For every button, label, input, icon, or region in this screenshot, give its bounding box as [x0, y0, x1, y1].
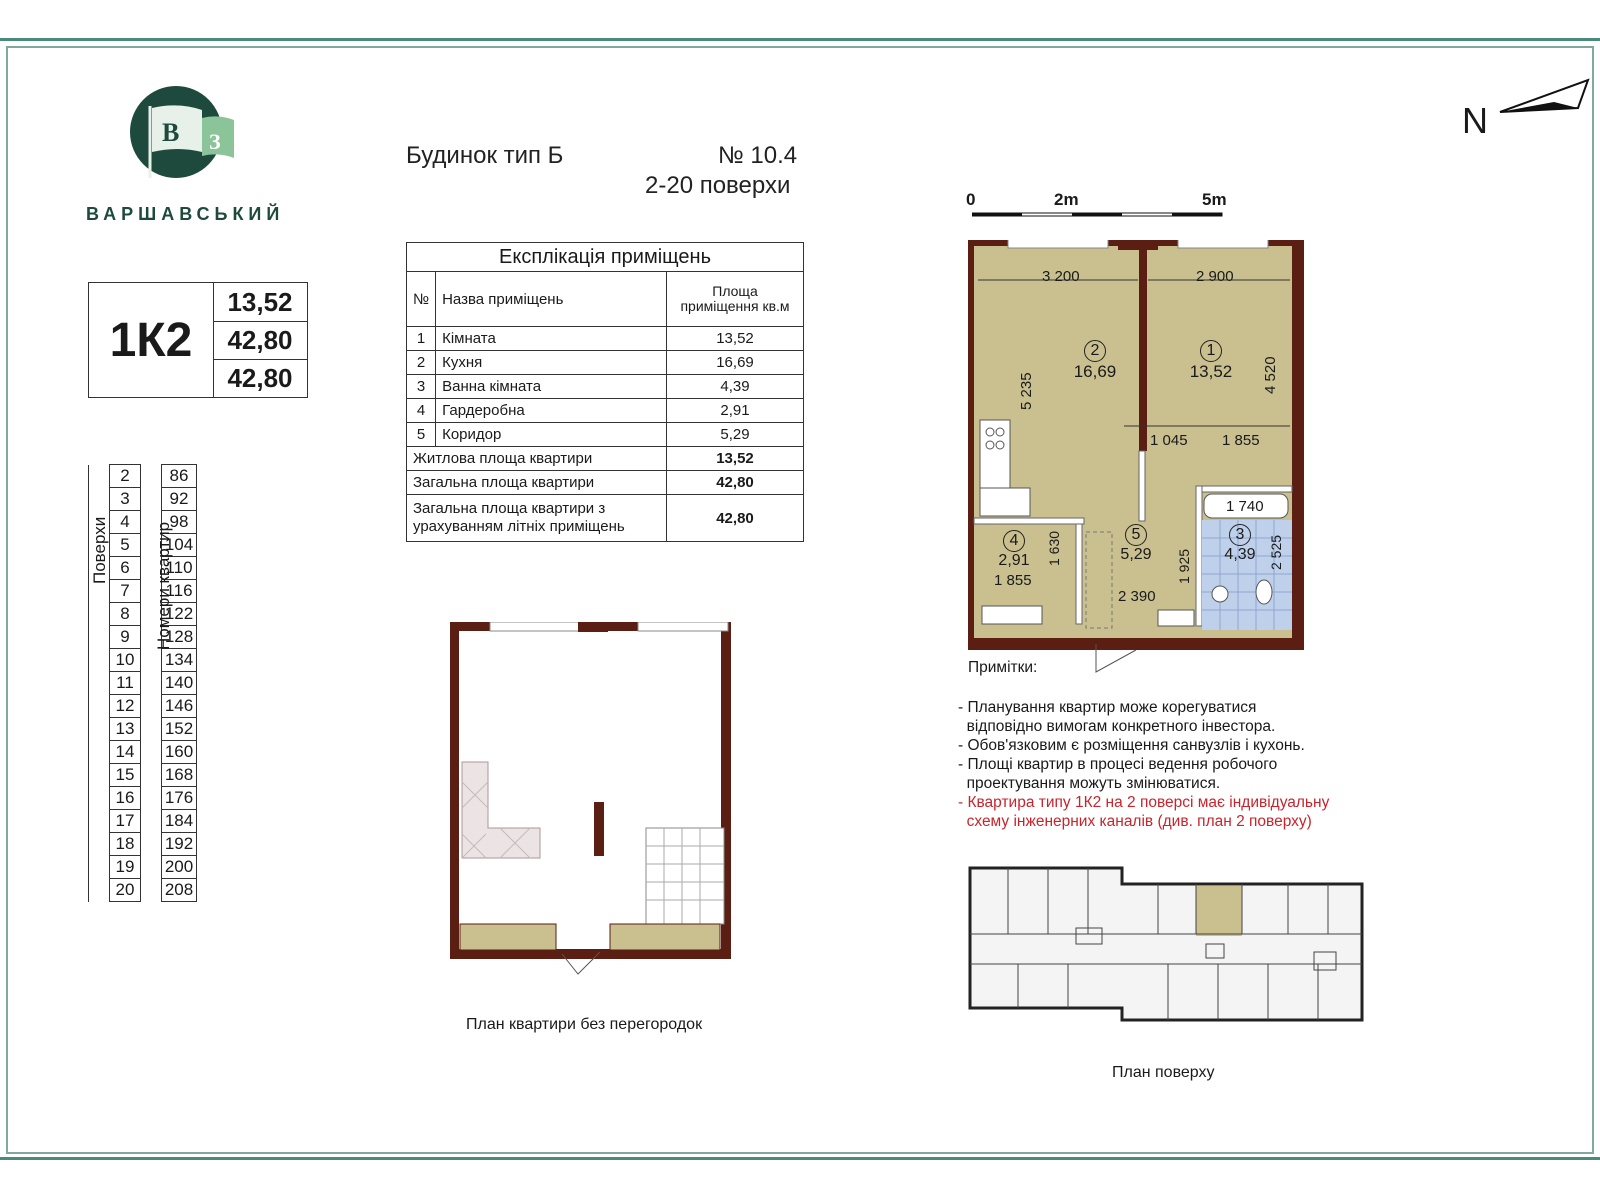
total-summer-area: 42,80	[227, 362, 293, 393]
floors-label: Поверхи	[90, 516, 109, 584]
floor-number: 3	[110, 488, 141, 511]
dim-ward-w: 1 855	[994, 572, 1032, 589]
scale-bar	[972, 210, 1232, 220]
room-row	[407, 327, 804, 351]
apt-number: 122	[162, 603, 197, 626]
dim-d2: 1 855	[1222, 432, 1260, 449]
floor-label-cell	[89, 603, 110, 626]
apt-number: 86	[162, 465, 197, 488]
apt-number: 192	[162, 833, 197, 856]
floor-label-cell	[89, 718, 110, 741]
floor-row	[89, 879, 197, 902]
apt-label-cell	[141, 741, 162, 764]
floor-label-cell	[89, 833, 110, 856]
floor-number: 4	[110, 511, 141, 534]
room-2-label	[1070, 340, 1120, 382]
room-1-area: 13,52	[1189, 362, 1233, 381]
open-plan-caption: План квартири без перегородок	[466, 1016, 703, 1033]
note-line: - Обов'язковим є розміщення санвузлів і кухонь.	[958, 737, 1305, 754]
dim-ward-h: 1 630	[1046, 530, 1062, 566]
room-row	[407, 351, 804, 375]
notes-red-list	[958, 793, 1329, 831]
floor-label-cell	[89, 810, 110, 833]
scale-0: 0	[966, 190, 976, 209]
floor-number: 14	[110, 741, 141, 764]
note-line: схему інженерних каналів (див. план 2 поверху)	[958, 813, 1312, 830]
apt-number: 200	[162, 856, 197, 879]
note-line: - Квартира типу 1К2 на 2 поверсі має індивідуальну	[958, 794, 1330, 811]
room-name: Кімната	[436, 327, 667, 351]
apt-label-cell	[141, 856, 162, 879]
floor-number: 11	[110, 672, 141, 695]
apartment-plan	[968, 240, 1308, 676]
floor-row	[89, 787, 197, 810]
summer-label: Загальна площа квартири з урахуванням літніх приміщень	[407, 495, 667, 542]
floor-label-cell	[89, 465, 110, 488]
room-area: 4,39	[667, 375, 804, 399]
apt-number: 152	[162, 718, 197, 741]
floor-row	[89, 856, 197, 879]
apt-label-cell	[141, 465, 162, 488]
brand-logo	[118, 80, 242, 180]
floor-label-cell	[89, 488, 110, 511]
room-4-num: 4	[1003, 530, 1025, 552]
building-number: № 10.4	[718, 142, 798, 169]
room-2-num: 2	[1084, 340, 1106, 362]
dim-bath-w: 1 740	[1226, 498, 1264, 515]
note-line: - Планування квартир може корегуватися	[958, 699, 1257, 716]
dim-cor-w: 2 390	[1118, 588, 1156, 605]
col-area: Площа приміщення кв.м	[667, 272, 804, 327]
room-name: Ванна кімната	[436, 375, 667, 399]
explication-title: Експлікація приміщень	[407, 243, 804, 272]
apt-label-cell	[141, 810, 162, 833]
dim-w2: 2 900	[1196, 268, 1234, 285]
apt-number: 128	[162, 626, 197, 649]
floor-row	[89, 741, 197, 764]
living-label: Житлова площа квартири	[407, 447, 667, 471]
room-row	[407, 375, 804, 399]
floor-number: 2	[110, 465, 141, 488]
north-arrow-icon	[1498, 76, 1590, 120]
apt-number: 146	[162, 695, 197, 718]
notes-list	[958, 698, 1305, 793]
floor-number: 10	[110, 649, 141, 672]
building-type: Будинок тип Б	[406, 142, 564, 169]
floor-label-cell	[89, 879, 110, 902]
room-num: 5	[407, 423, 436, 447]
apt-label-cell	[141, 672, 162, 695]
floor-row	[89, 718, 197, 741]
floor-row	[89, 695, 197, 718]
apt-label-cell	[141, 718, 162, 741]
floor-label-cell	[89, 695, 110, 718]
floor-row	[89, 465, 197, 488]
floor-number: 9	[110, 626, 141, 649]
apt-label-cell	[141, 649, 162, 672]
room-area: 16,69	[667, 351, 804, 375]
note-line: відповідно вимогам конкретного інвестора.	[958, 718, 1276, 735]
total-label: Загальна площа квартири	[407, 471, 667, 495]
room-5-area: 5,29	[1120, 546, 1152, 563]
floor-label-cell	[89, 856, 110, 879]
floor-number: 17	[110, 810, 141, 833]
floor-label-cell	[89, 649, 110, 672]
floor-number: 5	[110, 534, 141, 557]
apt-label-cell	[141, 879, 162, 902]
brand-name: ВАРШАВСЬКИЙ	[86, 204, 285, 224]
apt-number: 116	[162, 580, 197, 603]
room-3-num: 3	[1229, 524, 1251, 546]
svg-text:З: З	[209, 129, 221, 154]
apt-number: 98	[162, 511, 197, 534]
apt-number: 134	[162, 649, 197, 672]
room-num: 2	[407, 351, 436, 375]
apt-number: 92	[162, 488, 197, 511]
room-area: 5,29	[667, 423, 804, 447]
room-1-label	[1186, 340, 1236, 382]
dim-h2: 4 520	[1262, 356, 1279, 394]
dim-d1: 1 045	[1150, 432, 1188, 449]
apt-label-cell	[141, 695, 162, 718]
room-2-area: 16,69	[1073, 362, 1117, 381]
apt-number: 140	[162, 672, 197, 695]
living-value: 13,52	[667, 447, 804, 471]
apt-number: 176	[162, 787, 197, 810]
floor-number: 16	[110, 787, 141, 810]
floor-row	[89, 626, 197, 649]
floor-label-cell	[89, 741, 110, 764]
room-4-area: 2,91	[998, 552, 1030, 569]
apt-label-cell	[141, 833, 162, 856]
floor-plan-caption: План поверху	[1112, 1064, 1215, 1081]
apt-number: 208	[162, 879, 197, 902]
dim-cor-h: 1 925	[1176, 548, 1192, 584]
floor-number: 13	[110, 718, 141, 741]
floor-row	[89, 764, 197, 787]
room-3-area: 4,39	[1224, 546, 1256, 563]
summer-value: 42,80	[667, 495, 804, 542]
floor-number: 20	[110, 879, 141, 902]
room-5-label	[1114, 524, 1158, 564]
dim-h1: 5 235	[1018, 372, 1035, 410]
apt-label-cell	[141, 764, 162, 787]
room-num: 4	[407, 399, 436, 423]
total-area: 42,80	[213, 321, 307, 360]
room-row	[407, 399, 804, 423]
floor-row	[89, 603, 197, 626]
apt-number: 184	[162, 810, 197, 833]
explication-table	[406, 242, 804, 542]
floor-plan	[968, 864, 1368, 1034]
floor-label-cell	[89, 787, 110, 810]
scale-5m: 5m	[1202, 190, 1227, 209]
room-3-label	[1218, 524, 1262, 564]
floor-number: 15	[110, 764, 141, 787]
col-name: Назва приміщень	[436, 272, 667, 327]
floor-number: 6	[110, 557, 141, 580]
note-line: проектування можуть змінюватися.	[958, 775, 1221, 792]
floor-label-cell	[89, 764, 110, 787]
total-value: 42,80	[667, 471, 804, 495]
floors-range: 2-20 поверхи	[645, 172, 791, 199]
room-row	[407, 423, 804, 447]
room-5-num: 5	[1125, 524, 1147, 546]
apartment-type: 1К2	[89, 283, 214, 397]
apt-label-cell	[141, 488, 162, 511]
room-area: 13,52	[667, 327, 804, 351]
floor-row	[89, 672, 197, 695]
scale-2m: 2m	[1054, 190, 1079, 209]
room-name: Гардеробна	[436, 399, 667, 423]
room-area: 2,91	[667, 399, 804, 423]
apt-number: 104	[162, 534, 197, 557]
room-num: 1	[407, 327, 436, 351]
floor-row	[89, 810, 197, 833]
floor-number: 12	[110, 695, 141, 718]
room-num: 3	[407, 375, 436, 399]
summary-box	[88, 282, 308, 398]
floor-row	[89, 649, 197, 672]
col-num: №	[407, 272, 436, 327]
room-1-num: 1	[1200, 340, 1222, 362]
floor-number: 7	[110, 580, 141, 603]
floor-row	[89, 488, 197, 511]
floor-number: 8	[110, 603, 141, 626]
note-line: - Площі квартир в процесі ведення робочого	[958, 756, 1278, 773]
floor-label-cell	[89, 672, 110, 695]
room-4-label	[994, 530, 1034, 570]
living-area: 13,52	[213, 283, 307, 322]
floor-row	[89, 833, 197, 856]
apt-number: 168	[162, 764, 197, 787]
apt-numbers-label: Номери квартир	[154, 521, 173, 650]
notes-title: Примітки:	[968, 659, 1038, 676]
apt-label-cell	[141, 787, 162, 810]
apt-number: 160	[162, 741, 197, 764]
dim-w1: 3 200	[1042, 268, 1080, 285]
floor-label-cell	[89, 626, 110, 649]
apt-number: 110	[162, 557, 197, 580]
room-name: Коридор	[436, 423, 667, 447]
room-name: Кухня	[436, 351, 667, 375]
dim-bath-h: 2 525	[1268, 534, 1284, 570]
svg-text:В: В	[162, 118, 180, 147]
floor-number: 19	[110, 856, 141, 879]
floor-number: 18	[110, 833, 141, 856]
open-plan	[450, 622, 740, 986]
compass-label: N	[1462, 100, 1488, 141]
